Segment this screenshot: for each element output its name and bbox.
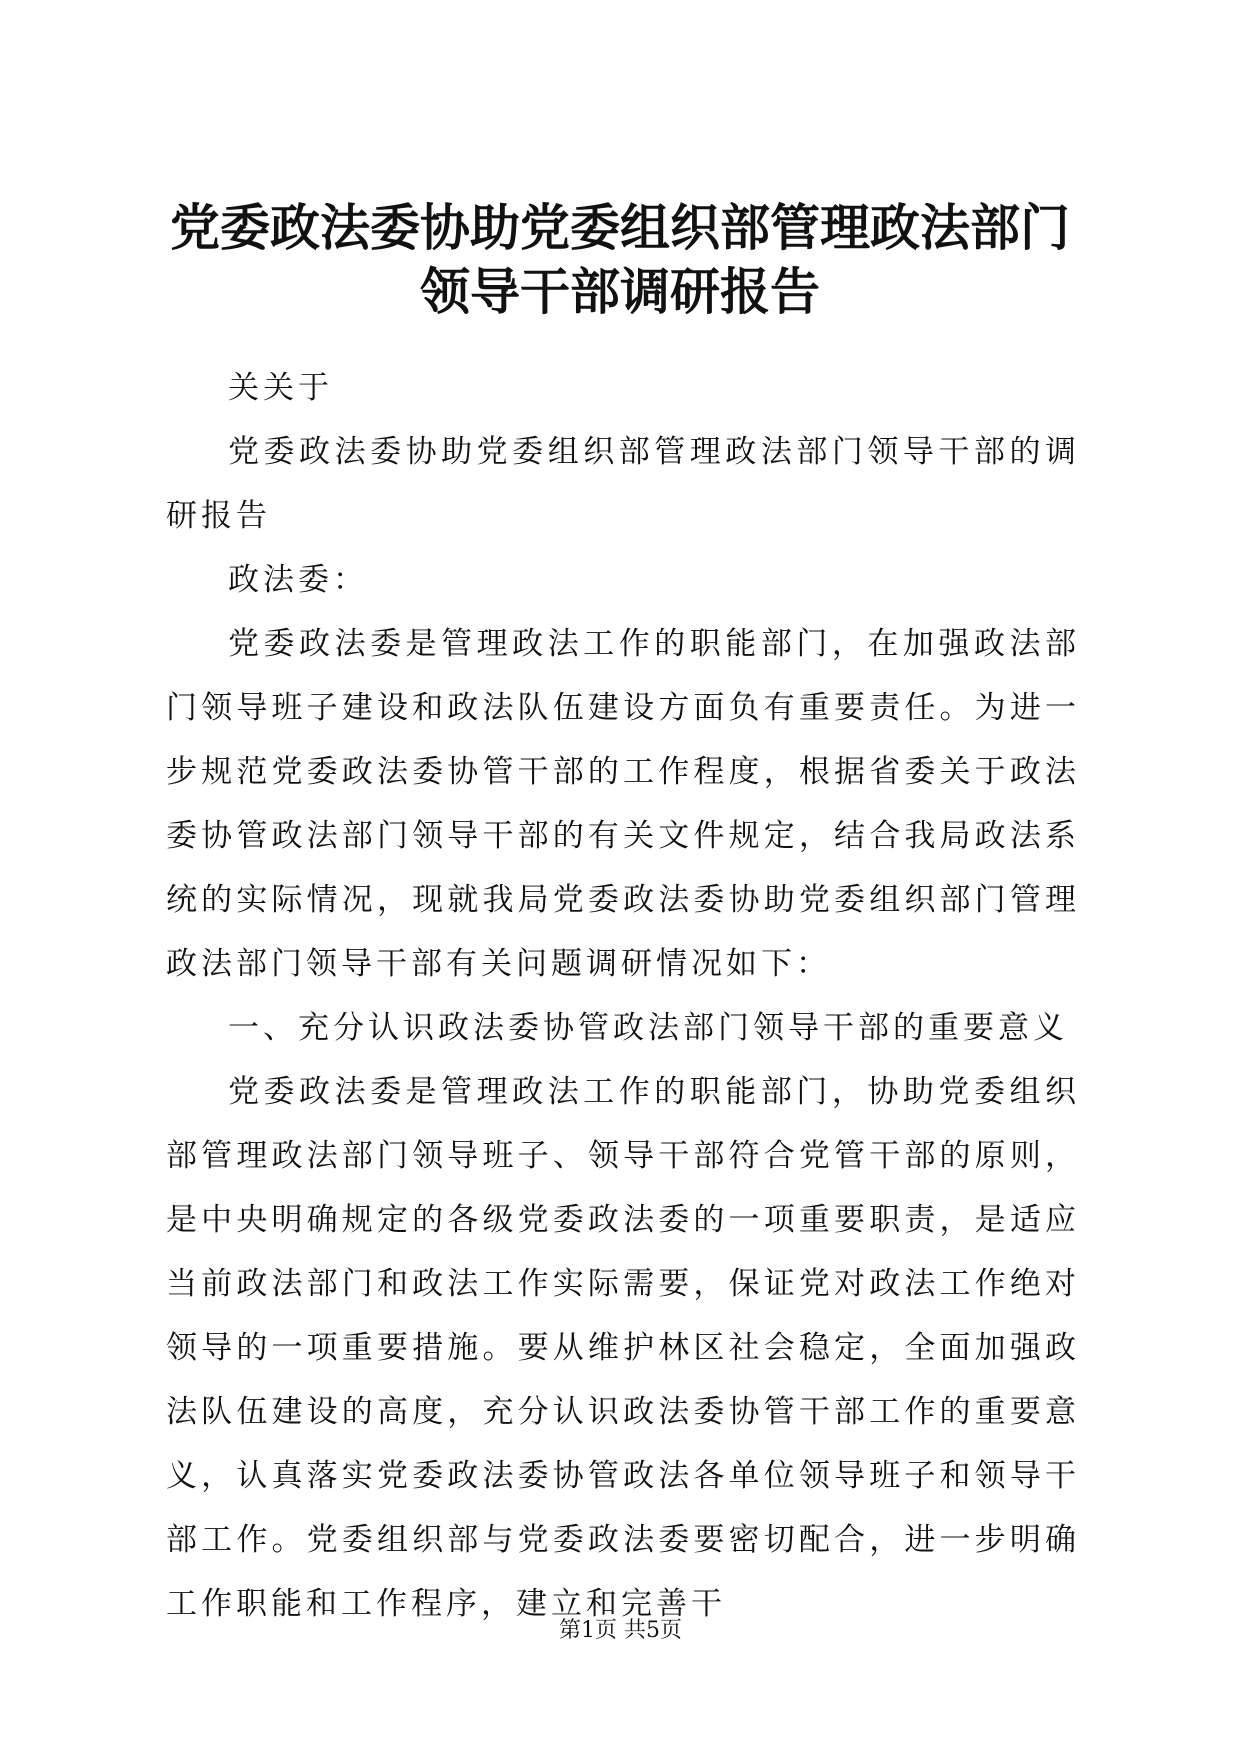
paragraph-section-1: 党委政法委是管理政法工作的职能部门，协助党委组织部管理政法部门领导班子、领导干部符合党管干部的原则，是中央明确规定的各级党委政法委的一项重要职责，是适应当前政法部门和政法工作实际需要，保证党对政法工作绝对领导的一项重要措施。要从维护林区社会稳定，全面加强政法队伍建设的高度，充分认识政法委协管干部工作的重要意义，认真落实党委政法委协管政法各单位领导班子和领导干部工作。党委组织部与党委政法委要密切配合，进一步明确工作职能和工作程序，建立和完善干 <box>166 1074 1080 1622</box>
paragraph-heading-prefix: 关关于 <box>228 370 333 406</box>
section-heading-1: 一、充分认识政法委协管政法部门领导干部的重要意义 <box>228 1010 1068 1046</box>
paragraph-report-title: 党委政法委协助党委组织部管理政法部门领导干部的调研报告 <box>166 434 1080 534</box>
paragraph-addressee: 政法委： <box>228 562 368 598</box>
document-body <box>166 356 1080 1636</box>
paragraph-introduction: 党委政法委是管理政法工作的职能部门，在加强政法部门领导班子建设和政法队伍建设方面负有重要责任。为进一步规范党委政法委协管干部的工作程度，根据省委关于政法委协管政法部门领导干部的有关文件规定，结合我局政法系统的实际情况，现就我局党委政法委协助党委组织部门管理政法部门领导干部有关问题调研情况如下： <box>166 626 1080 982</box>
page-footer <box>0 1616 1241 1646</box>
document-title: 党委政法委协助党委组织部管理政法部门领导干部调研报告 <box>170 199 1070 321</box>
page-number-label: 第1页 共5页 <box>559 1618 682 1643</box>
